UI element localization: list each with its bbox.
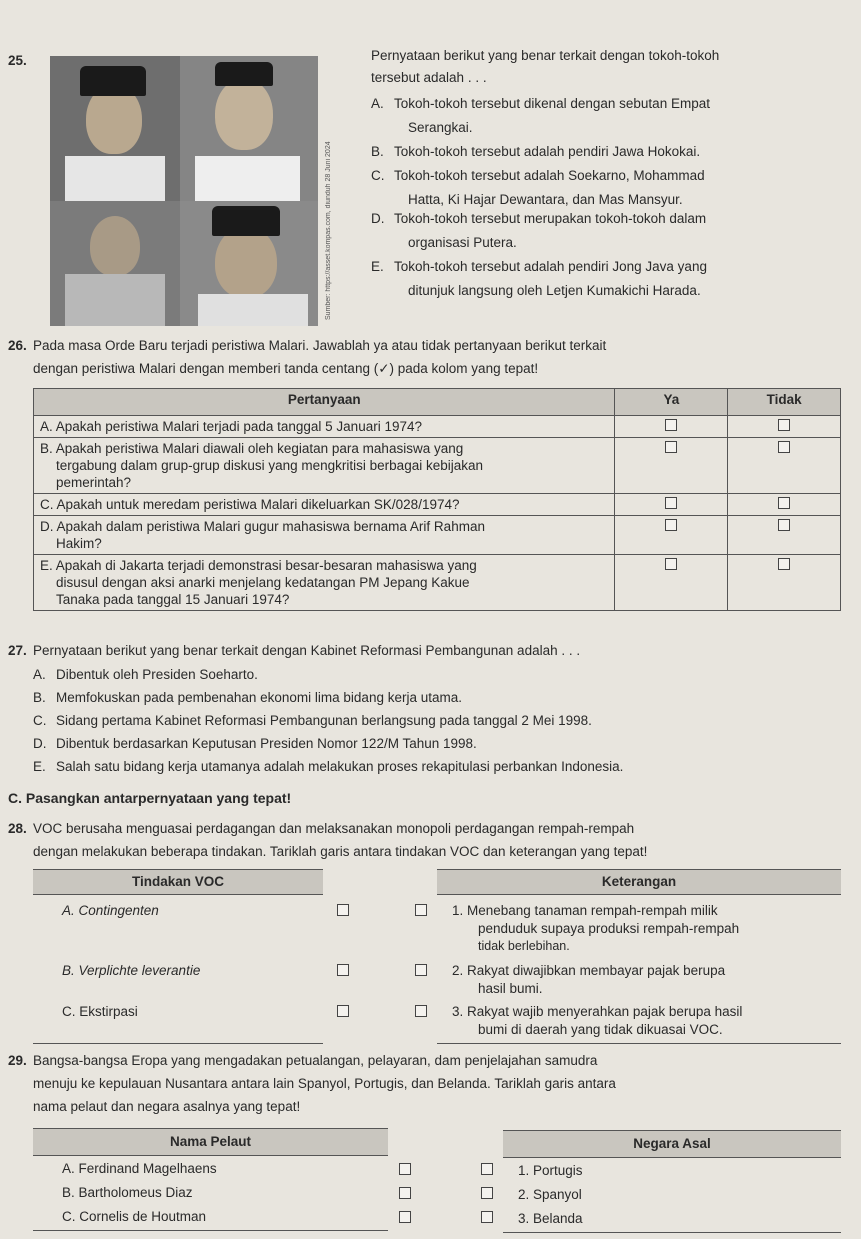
q29-right-2-dot[interactable] [481,1187,493,1199]
photo-credit: Sumber: https://asset.kompas.com, diunduh 28 Juni 2024 [325,141,332,320]
q29-stem-1: Bangsa-bangsa Eropa yang mengadakan petualangan, pelayaran, dam penjelajahan samudra [33,1053,598,1068]
q25-stem-2: tersebut adalah . . . [371,70,487,85]
q26-row-c-no-checkbox[interactable] [778,497,790,509]
q26-row-d-yes-checkbox[interactable] [665,519,677,531]
q29-right-3: 3. Belanda [518,1211,583,1226]
q25-option-a-letter: A. [371,96,384,111]
q28-left-b: B. Verplichte leverantie [62,963,201,978]
q27-stem: Pernyataan berikut yang benar terkait dengan Kabinet Reformasi Pembangunan adalah . . . [33,643,581,658]
q28-left-bottom-rule [33,1043,323,1044]
q28-left-b-dot[interactable] [337,964,349,976]
q27-option-a-letter: A. [33,667,46,682]
q28-number: 28. [8,821,27,836]
q26-row-e-line2: disusul dengan aksi anarki menjelang kedatangan PM Jepang Kakue [56,575,470,590]
q29-stem-2: menuju ke kepulauan Nusantara antara lain Spanyol, Portugis, dan Belanda. Tariklah garis antara [33,1076,616,1091]
q26-row-d-no-checkbox[interactable] [778,519,790,531]
q25-option-e-letter: E. [371,259,384,274]
q25-option-a-line2: Serangkai. [408,120,473,135]
q28-left-c: C. Ekstirpasi [62,1004,138,1019]
q28-right-1-line3: tidak berlebihan. [478,939,570,953]
q26-stem-2: dengan peristiwa Malari dengan memberi tanda centang (✓) pada kolom yang tepat! [33,361,539,376]
q29-right-bottom-rule [503,1232,841,1233]
q29-number: 29. [8,1053,27,1068]
q27-option-d-letter: D. [33,736,47,751]
q25-stem-1: Pernyataan berikut yang benar terkait dengan tokoh-tokoh [371,48,720,63]
q25-option-a-line1: Tokoh-tokoh tersebut dikenal dengan sebutan Empat [394,96,710,111]
q27-option-c-letter: C. [33,713,47,728]
q28-stem-2: dengan melakukan beberapa tindakan. Tariklah garis antara tindakan VOC dan keterangan yang tepat! [33,844,648,859]
q26-row-e-yes-checkbox[interactable] [665,558,677,570]
q29-right-1-dot[interactable] [481,1163,493,1175]
q27-option-c-text: Sidang pertama Kabinet Reformasi Pembangunan berlangsung pada tanggal 2 Mei 1998. [56,713,592,728]
table-row [34,494,841,516]
q28-stem-1: VOC berusaha menguasai perdagangan dan melaksanakan monopoli perdagangan rempah-rempah [33,821,635,836]
q25-option-c-letter: C. [371,168,385,183]
q26-row-c-line1: C. Apakah untuk meredam peristiwa Malari dikeluarkan SK/028/1974? [40,497,460,512]
table-row [34,438,841,494]
q26-table [33,388,841,611]
q25-option-b-line1: Tokoh-tokoh tersebut adalah pendiri Jawa Hokokai. [394,144,701,159]
q29-right-1: 1. Portugis [518,1163,583,1178]
table-row [34,416,841,438]
q25-option-d-letter: D. [371,211,385,226]
q28-right-2-line2: hasil bumi. [478,981,543,996]
q27-option-d-text: Dibentuk berdasarkan Keputusan Presiden Nomor 122/M Tahun 1998. [56,736,477,751]
q26-row-d-line1: D. Apakah dalam peristiwa Malari gugur mahasiswa bernama Arif Rahman [40,519,485,534]
q27-number: 27. [8,643,27,658]
q29-stem-3: nama pelaut dan negara asalnya yang tepat! [33,1099,301,1114]
q29-left-c-dot[interactable] [399,1211,411,1223]
q28-right-1-dot[interactable] [415,904,427,916]
q27-option-b-text: Memfokuskan pada pembenahan ekonomi lima bidang kerja utama. [56,690,462,705]
q26-header-question: Pertanyaan [34,389,615,416]
section-c-heading: C. Pasangkan antarpernyataan yang tepat! [8,790,292,806]
q26-stem-1: Pada masa Orde Baru terjadi peristiwa Malari. Jawablah ya atau tidak pertanyaan berikut terkait [33,338,607,353]
q29-right-header: Negara Asal [503,1130,841,1158]
q25-number: 25. [8,53,27,68]
q29-left-b: B. Bartholomeus Diaz [62,1185,193,1200]
q28-right-2-dot[interactable] [415,964,427,976]
q26-row-e-line3: Tanaka pada tanggal 15 Januari 1974? [56,592,290,607]
q25-option-c-line2: Hatta, Ki Hajar Dewantara, dan Mas Mansyur. [408,192,683,207]
q28-right-3-line1: 3. Rakyat wajib menyerahkan pajak berupa hasil [452,1004,743,1019]
q28-right-1-line1: 1. Menebang tanaman rempah-rempah milik [452,903,718,918]
q25-option-d-line1: Tokoh-tokoh tersebut merupakan tokoh-tokoh dalam [394,211,707,226]
q25-option-c-line1: Tokoh-tokoh tersebut adalah Soekarno, Mohammad [394,168,705,183]
q26-header-yes: Ya [615,389,728,416]
q28-right-3-line2: bumi di daerah yang tidak dikuasai VOC. [478,1022,723,1037]
q25-option-e-line1: Tokoh-tokoh tersebut adalah pendiri Jong Java yang [394,259,707,274]
q26-row-b-line2: tergabung dalam grup-grup diskusi yang mengkritisi berbagai kebijakan [56,458,483,473]
table-row [34,555,841,611]
q29-left-a: A. Ferdinand Magelhaens [62,1161,217,1176]
table-row [34,516,841,555]
photo-four-figures [50,56,318,326]
q28-right-header: Keterangan [437,869,841,895]
q29-left-c: C. Cornelis de Houtman [62,1209,207,1224]
q26-row-e-line1: E. Apakah di Jakarta terjadi demonstrasi besar-besaran mahasiswa yang [40,558,477,573]
q28-right-1-line2: penduduk supaya produksi rempah-rempah [478,921,740,936]
q29-left-a-dot[interactable] [399,1163,411,1175]
q27-option-e-letter: E. [33,759,46,774]
q25-option-e-line2: ditunjuk langsung oleh Letjen Kumakichi Harada. [408,283,701,298]
q28-right-3-dot[interactable] [415,1005,427,1017]
q28-left-header: Tindakan VOC [33,869,323,895]
q26-row-b-yes-checkbox[interactable] [665,441,677,453]
q28-left-c-dot[interactable] [337,1005,349,1017]
q26-row-b-line1: B. Apakah peristiwa Malari diawali oleh kegiatan para mahasiswa yang [40,441,464,456]
q25-option-d-line2: organisasi Putera. [408,235,517,250]
q27-option-b-letter: B. [33,690,46,705]
q29-left-bottom-rule [33,1230,388,1231]
q26-row-e-no-checkbox[interactable] [778,558,790,570]
q26-row-a-line1: A. Apakah peristiwa Malari terjadi pada tanggal 5 Januari 1974? [40,419,422,434]
q29-right-3-dot[interactable] [481,1211,493,1223]
q28-left-a-dot[interactable] [337,904,349,916]
q25-option-b-letter: B. [371,144,384,159]
q29-left-header: Nama Pelaut [33,1128,388,1156]
q29-right-2: 2. Spanyol [518,1187,582,1202]
q28-right-2-line1: 2. Rakyat diwajibkan membayar pajak berupa [452,963,726,978]
q26-row-a-yes-checkbox[interactable] [665,419,677,431]
q26-header-no: Tidak [728,389,841,416]
q26-row-b-no-checkbox[interactable] [778,441,790,453]
q26-row-c-yes-checkbox[interactable] [665,497,677,509]
q28-left-a: A. Contingenten [62,903,159,918]
q27-option-a-text: Dibentuk oleh Presiden Soeharto. [56,667,258,682]
q28-right-bottom-rule [437,1043,841,1044]
q26-row-d-line2: Hakim? [56,536,102,551]
q26-row-a-no-checkbox[interactable] [778,419,790,431]
q26-number: 26. [8,338,27,353]
q26-row-b-line3: pemerintah? [56,475,132,490]
q27-option-e-text: Salah satu bidang kerja utamanya adalah melakukan proses rekapitulasi perbankan Indonesia. [56,759,624,774]
q29-left-b-dot[interactable] [399,1187,411,1199]
